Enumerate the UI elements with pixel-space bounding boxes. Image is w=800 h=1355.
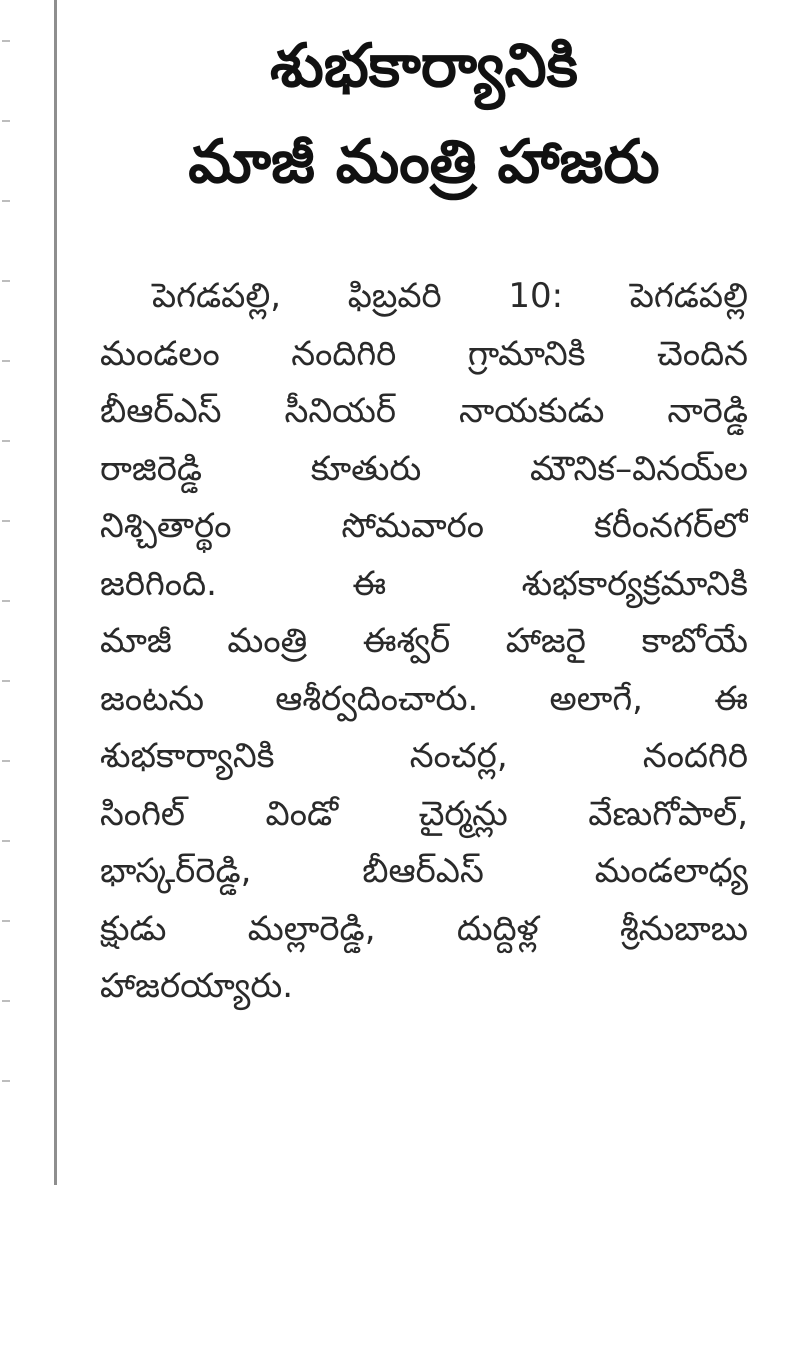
body-line: మాజీ మంత్రి ఈశ్వర్ హాజరై కాబోయే [100,621,748,661]
body-line: హాజరయ్యారు. [100,966,294,1006]
body-line: మండలం నందిగిరి గ్రామానికి చెందిన [100,333,748,374]
body-line: బీఆర్ఎస్ సీనియర్ నాయకుడు నారెడ్డి [100,391,748,431]
column-divider [54,0,57,1185]
article-body [100,268,748,1016]
body-line: జరిగింది. ఈ శుభకార్యక్రమానికి [100,563,748,604]
body-line: రాజిరెడ్డి కూతురు మౌనిక–వినయ్‌ల [100,448,748,489]
body-line: నిశ్చితార్థం సోమవారం కరీంనగర్‌లో [100,506,748,546]
left-margin-marks [0,0,14,1355]
headline-line-2: మాజీ మంత్రి హాజరు [188,127,660,197]
headline-line-1: శుభకార్యానికి [270,31,578,101]
body-line: సింగిల్ విండో చైర్మన్లు వేణుగోపాల్, [100,793,748,834]
body-line: క్షుడు మల్లారెడ్డి, దుద్దిళ్ల శ్రీనుబాబు [100,908,748,949]
body-line: జంటను ఆశీర్వదించారు. అలాగే, ఈ [100,678,748,719]
news-article [100,18,748,1016]
body-line: భాస్కర్‌రెడ్డి, బీఆర్ఎస్ మండలాధ్య [100,851,748,891]
body-line: శుభకార్యానికి నంచర్ల, నందగిరి [100,736,748,776]
article-headline [100,18,748,210]
body-line: పెగడపల్లి, ఫిబ్రవరి 10: పెగడపల్లి [152,276,748,316]
